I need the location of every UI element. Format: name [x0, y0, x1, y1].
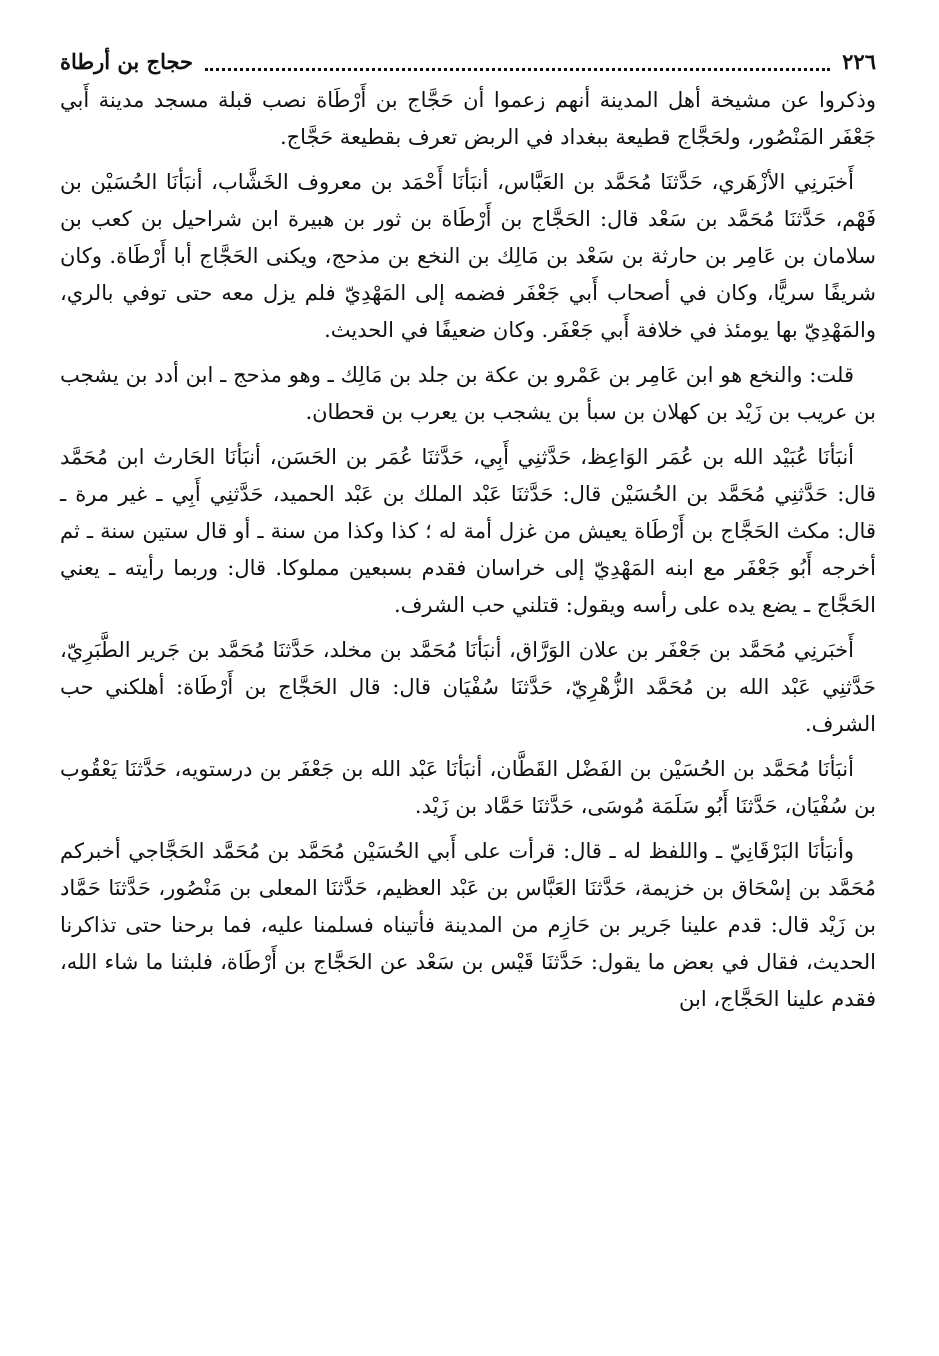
paragraph-3: قلت: والنخع هو ابن عَامِر بن عَمْرو بن عكة بن جلد بن مَالِك ـ وهو مذحج ـ ابن أدد بن يشجب بن عريب بن زَيْد بن كهلان بن سبأ بن يشجب بن يعرب بن قحطان. — [60, 363, 876, 424]
paragraph-5: أَخبَرنِي مُحَمَّد بن جَعْفَر بن علان الوَرَّاق، أنبَأنَا مُحَمَّد بن مخلد، حَدَّثنَا مُحَمَّد بن جَرير الطَّبَرِيّ، حَدَّثنِي عَبْد الله بن مُحَمَّد الزُّهْرِيّ، حَدَّثنَا سُفْيَان قال: قال الحَجَّاج بن أَرْطَاة: أهلكني حب الشرف. — [60, 638, 876, 736]
header-dotted-leader — [205, 62, 830, 71]
paragraph-4: أنبَأنَا عُبَيْد الله بن عُمَر الوَاعِظ، حَدَّثنِي أَبِي، حَدَّثنَا عُمَر بن الحَسَن، أنبَأنَا الحَارث ابن مُحَمَّد قال: حَدَّثنِي مُحَمَّد بن الحُسَيْن قال: حَدَّثنَا عَبْد الملك بن عَبْد الحميد، حَدَّثنِي أَبِي ـ غير مرة ـ قال: مكث الحَجَّاج بن أَرْطَاة يعيش من غزل أمة له ؛ كذا وكذا من سنة ـ أو قال ستين سنة ـ ثم أخرجه أَبُو جَعْفَر مع ابنه المَهْدِيّ إلى خراسان فقدم بسبعين مملوكا. قال: وربما رأيته ـ يعني الحَجَّاج ـ يضع يده على رأسه ويقول: قتلني حب الشرف. — [60, 445, 876, 617]
page-header — [60, 44, 876, 78]
page-number: ٢٢٦ — [842, 48, 876, 74]
paragraph-7: وأنبَأنَا البَرْقَانِيّ ـ واللفظ له ـ قال: قرأت على أَبي الحُسَيْن مُحَمَّد بن مُحَمَّد الحَجَّاجي أخبركم مُحَمَّد بن إسْحَاق بن خزيمة، حَدَّثنَا العَبَّاس بن عَبْد العظيم، حَدَّثنَا المعلى بن مَنْصُور، حَدَّثنَا حَمَّاد بن زَيْد قال: قدم علينا جَرير بن حَازِم من المدينة فأتيناه فسلمنا عليه، فما برحنا حتى تذاكرنا الحديث، فقال في بعض ما يقول: حَدَّثنَا قَيْس بن سَعْد عن الحَجَّاج بن أَرْطَاة، فلبثنا ما شاء الله، فقدم علينا الحَجَّاج، ابن — [60, 839, 876, 1011]
paragraph-6: أنبَأنَا مُحَمَّد بن الحُسَيْن بن الفَضْل القَطَّان، أنبَأنَا عَبْد الله بن جَعْفَر بن درستويه، حَدَّثنَا يَعْقُوب بن سُفْيَان، حَدَّثنَا أَبُو سَلَمَة مُوسَى، حَدَّثنَا حَمَّاد بن زَيْد. — [60, 757, 876, 818]
book-page — [60, 44, 876, 1026]
paragraph-2: أَخبَرنِي الأزْهَري، حَدَّثنَا مُحَمَّد بن العَبَّاس، أنبَأنَا أَحْمَد بن معروف الخَشَّاب، أنبَأنَا الحُسَيْن بن فَهْم، حَدَّثنَا مُحَمَّد بن سَعْد قال: الحَجَّاج بن أَرْطَاة بن ثور بن هبيرة ابن شراحيل بن كعب بن سلامان بن عَامِر بن حارثة بن سَعْد بن مَالِك بن النخع بن مذحج، ويكنى الحَجَّاج أبا أَرْطَاة. وكان شريفًا سريًّا، وكان في أصحاب أَبي جَعْفَر فضمه إلى المَهْدِيّ فلم يزل معه حتى توفي بالري، والمَهْدِيّ بها يومئذ في خلافة أَبي جَعْفَر. وكان ضعيفًا في الحديث. — [60, 170, 876, 342]
paragraph-1: وذكروا عن مشيخة أهل المدينة أنهم زعموا أن حَجَّاج بن أَرْطَاة نصب قبلة مسجد مدينة أَبي جَعْفَر المَنْصُور، ولحَجَّاج قطيعة ببغداد في الربض تعرف بقطيعة حَجَّاج. — [60, 88, 876, 149]
running-title: حجاج بن أرطاة — [60, 48, 194, 74]
